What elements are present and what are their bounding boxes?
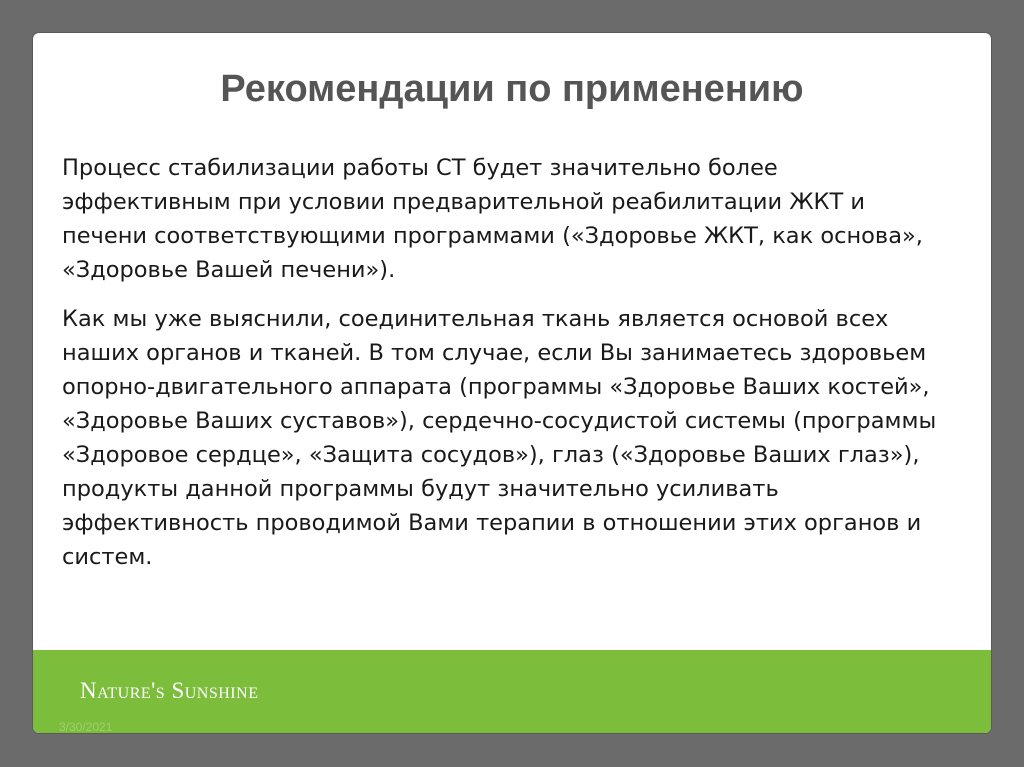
slide-body <box>62 151 952 589</box>
slide-date: 3/30/2021 <box>59 720 113 733</box>
slide <box>33 33 991 733</box>
paragraph-1: Процесс стабилизации работы СТ будет значительно более эффективным при условии предварительной реабилитации ЖКТ и печени соответствующими программами («Здоровье ЖКТ, как основа», «Здоровье Вашей печени»). <box>62 155 923 283</box>
footer-bar <box>33 650 991 733</box>
paragraph-2: Как мы уже выяснили, соединительная ткань является основой всех наших органов и тканей. В том случае, если Вы занимаетесь здоровьем опорно-двигательного аппарата (программы «Здоровье Ваших костей», «Здоровье Ваших суставов»), сердечно-сосудистой системы (программы «Здоровое сердце», «Защита сосудов»), глаз («Здоровье Ваших глаз»), продукты данной программы будут значительно усиливать эффективность проводимой Вами терапии в отношении этих органов и систем. <box>62 306 937 570</box>
slide-title: Рекомендации по применению <box>220 68 804 110</box>
natures-sunshine-logo: Nature's Sunshine <box>80 678 259 703</box>
